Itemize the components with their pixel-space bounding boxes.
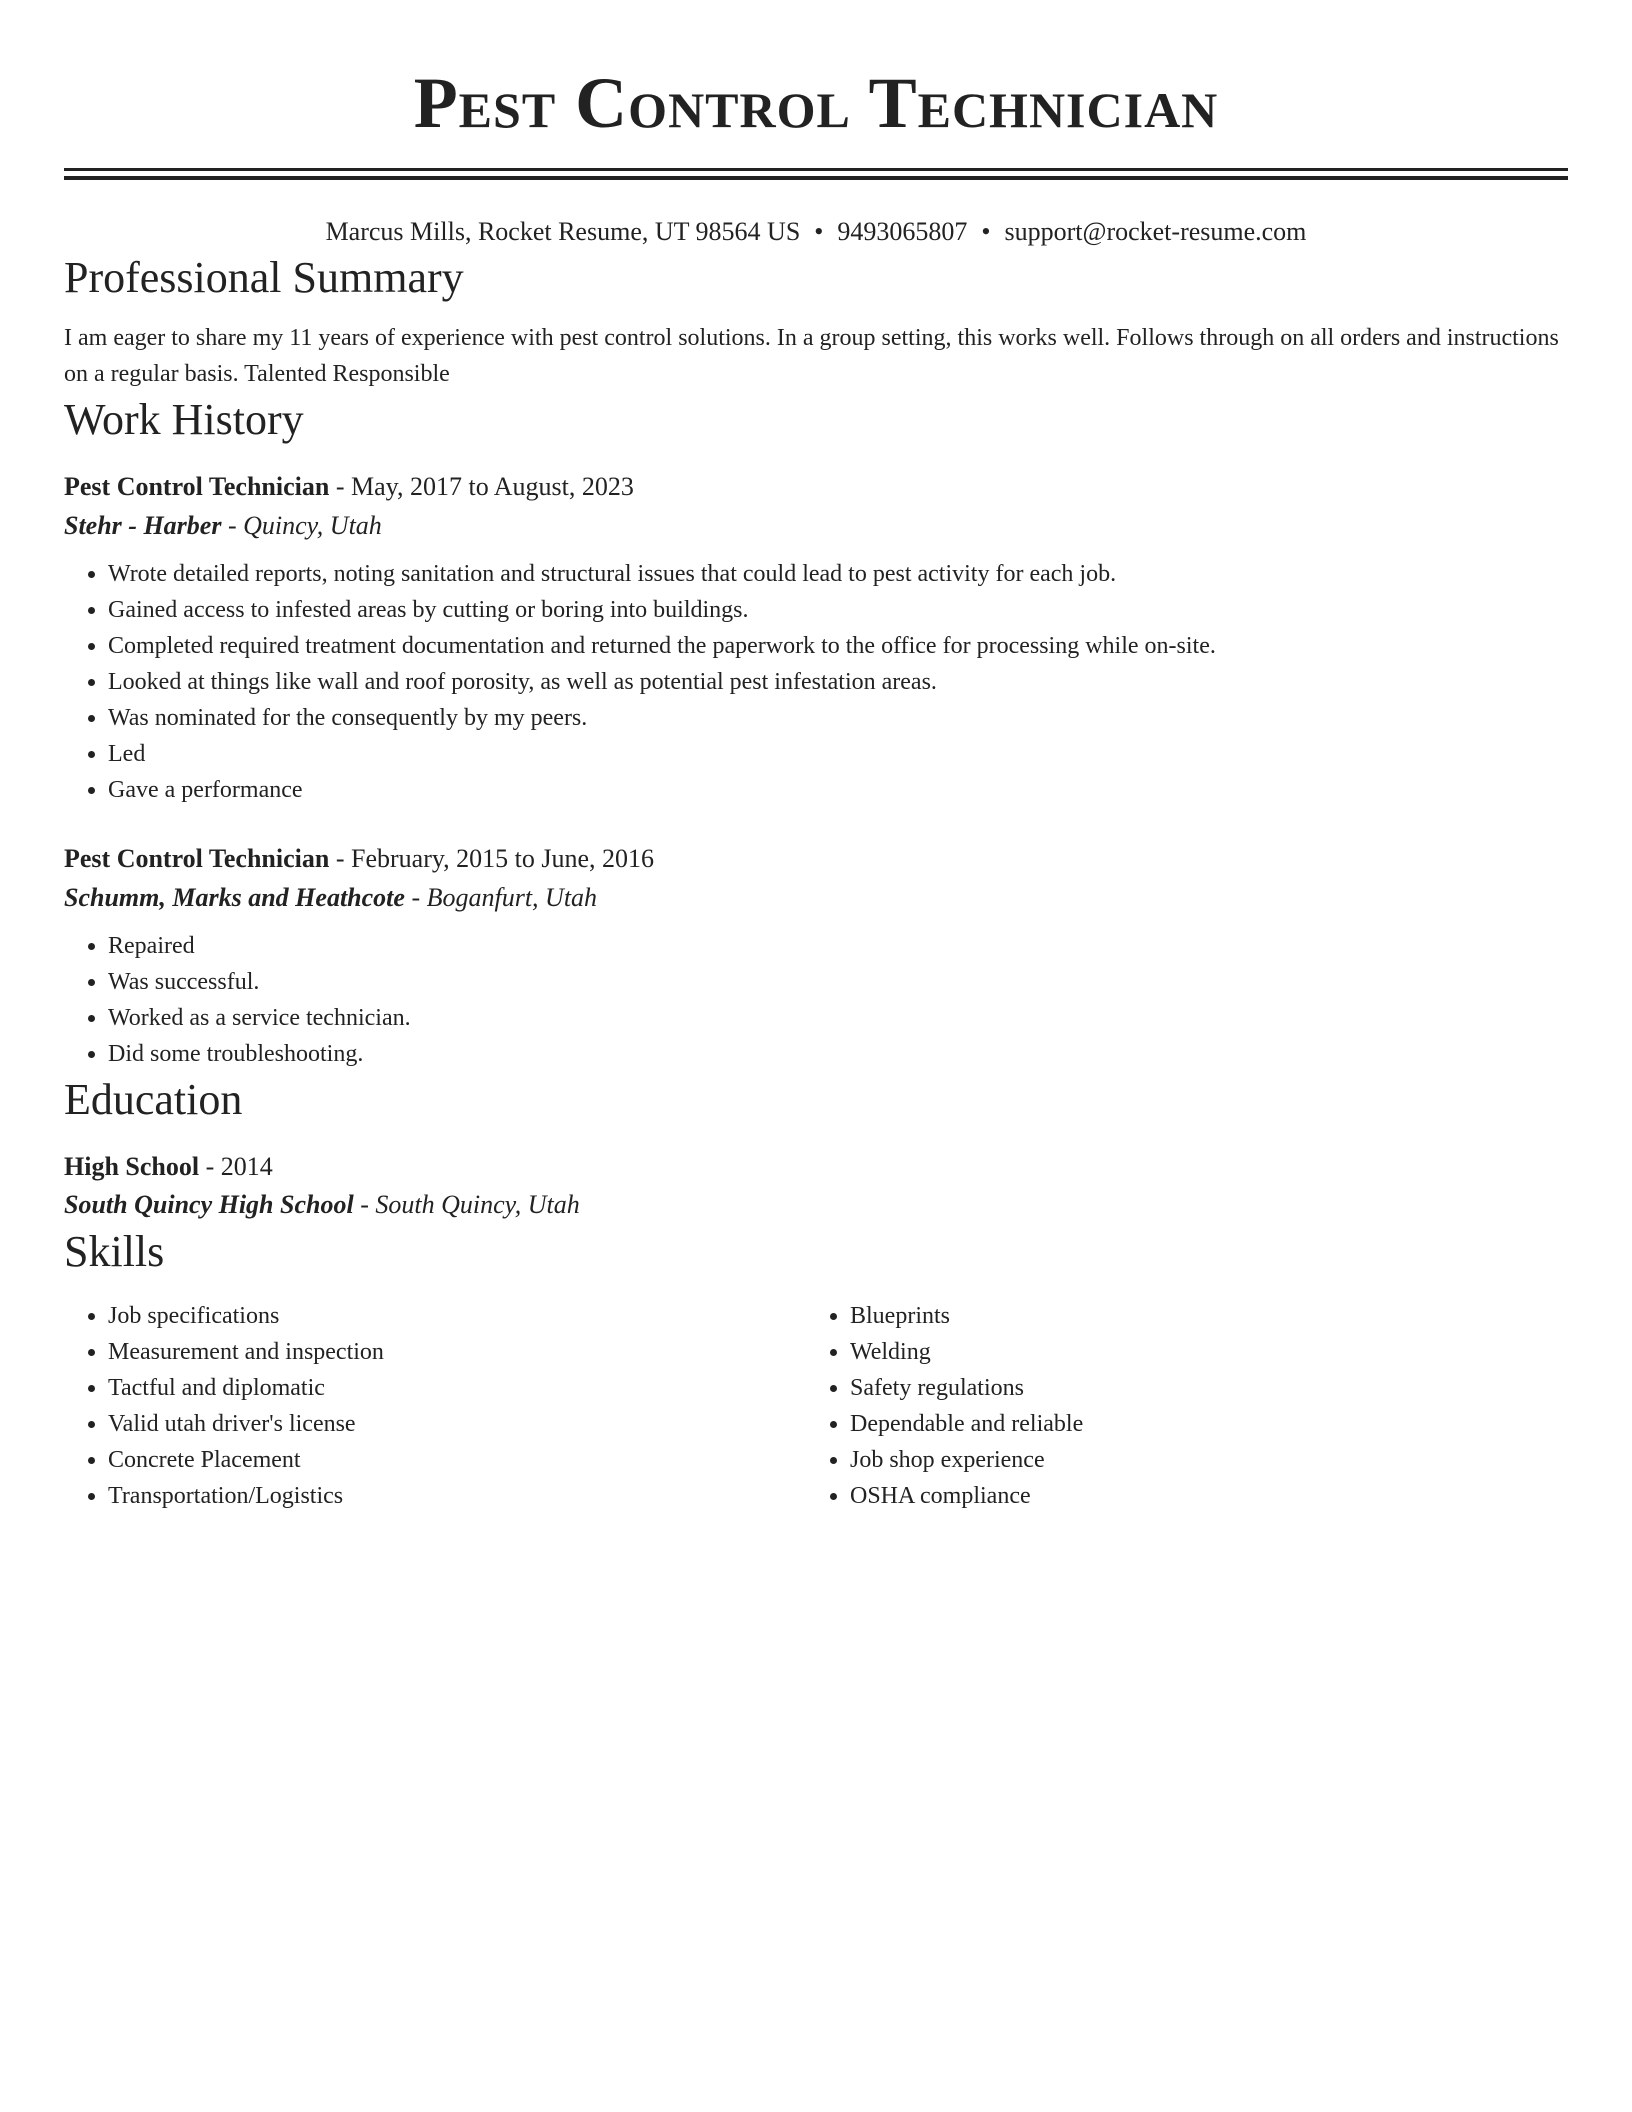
education-school-line — [64, 1186, 1568, 1224]
list-item: • Gave a performance — [108, 772, 1568, 808]
job-dash: - — [404, 883, 427, 912]
list-item: • Welding — [850, 1334, 1548, 1370]
job-company: Schumm, Marks and Heathcote — [64, 883, 405, 912]
list-item: • Safety regulations — [850, 1370, 1548, 1406]
skills-list-right — [806, 1298, 1548, 1514]
summary-text: I am eager to share my 11 years of experience with pest control solutions. In a group setting, this works well. Follows through on all orders and instructions on a regular basis. Talented Responsible — [64, 325, 1559, 387]
job-employer — [64, 878, 1568, 918]
title-divider-bottom — [64, 176, 1568, 180]
job-entry — [64, 840, 1568, 1072]
list-item: • Worked as a service technician. — [108, 1000, 1568, 1036]
contact-line — [64, 214, 1568, 250]
job-company: Stehr - Harber — [64, 511, 222, 540]
list-item: • Dependable and reliable — [850, 1406, 1548, 1442]
job-bullets — [64, 928, 1568, 1072]
job-location: Quincy, Utah — [243, 511, 382, 540]
education-header — [64, 1148, 1568, 1186]
job-title: Pest Control Technician — [64, 844, 330, 873]
job-dates: February, 2015 to June, 2016 — [351, 844, 655, 873]
contact-address: Marcus Mills, Rocket Resume, UT 98564 US — [325, 217, 801, 246]
list-item: • Transportation/Logistics — [108, 1478, 806, 1514]
job-employer — [64, 506, 1568, 546]
job-title: Pest Control Technician — [64, 472, 330, 501]
resume-title: Pest Control Technician — [413, 63, 1219, 143]
education-heading: Education — [64, 1075, 243, 1124]
list-item: • Wrote detailed reports, noting sanitation and structural issues that could lead to pest activity for each job. — [108, 556, 1568, 592]
job-bullets — [64, 556, 1568, 808]
list-item: • Completed required treatment documentation and returned the paperwork to the office for processing while on-site. — [108, 628, 1568, 664]
contact-separator: • — [981, 217, 991, 246]
education-dash: - — [353, 1190, 376, 1219]
job-location: Boganfurt, Utah — [426, 883, 598, 912]
education-location: South Quincy, Utah — [375, 1190, 580, 1219]
job-dates: May, 2017 to August, 2023 — [351, 472, 634, 501]
list-item: • OSHA compliance — [850, 1478, 1548, 1514]
list-item: • Job shop experience — [850, 1442, 1548, 1478]
job-dash: - — [329, 472, 351, 501]
list-item: • Job specifications — [108, 1298, 806, 1334]
job-entry — [64, 468, 1568, 808]
contact-phone: 9493065807 — [837, 217, 968, 246]
list-item: • Looked at things like wall and roof porosity, as well as potential pest infestation areas. — [108, 664, 1568, 700]
contact-separator: • — [814, 217, 824, 246]
summary-heading: Professional Summary — [64, 253, 464, 302]
list-item: • Measurement and inspection — [108, 1334, 806, 1370]
resume-page — [64, 0, 1568, 1514]
education-degree: High School — [64, 1152, 200, 1181]
list-item: • Concrete Placement — [108, 1442, 806, 1478]
list-item: • Tactful and diplomatic — [108, 1370, 806, 1406]
education-school: South Quincy High School — [64, 1190, 354, 1219]
education-year: 2014 — [220, 1152, 273, 1181]
job-header — [64, 840, 1568, 878]
job-dash: - — [221, 511, 244, 540]
skills-list-left — [64, 1298, 806, 1514]
skills-columns — [64, 1298, 1568, 1514]
list-item: • Blueprints — [850, 1298, 1548, 1334]
list-item: • Was nominated for the consequently by my peers. — [108, 700, 1568, 736]
list-item: • Led — [108, 736, 1568, 772]
list-item: • Gained access to infested areas by cutting or boring into buildings. — [108, 592, 1568, 628]
list-item: • Repaired — [108, 928, 1568, 964]
job-dash: - — [329, 844, 351, 873]
skills-heading: Skills — [64, 1227, 165, 1276]
list-item: • Did some troubleshooting. — [108, 1036, 1568, 1072]
education-dash: - — [199, 1152, 221, 1181]
title-divider-top — [64, 168, 1568, 171]
work-history-heading: Work History — [64, 395, 304, 444]
list-item: • Valid utah driver's license — [108, 1406, 806, 1442]
list-item: • Was successful. — [108, 964, 1568, 1000]
contact-email: support@rocket-resume.com — [1004, 217, 1307, 246]
job-header — [64, 468, 1568, 506]
